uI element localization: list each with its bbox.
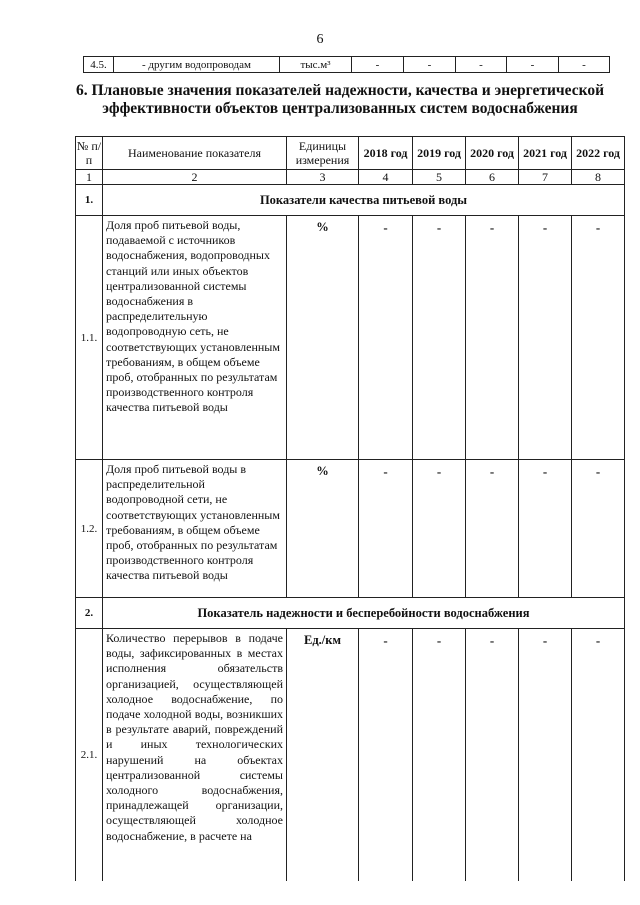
value-cell: -	[413, 460, 466, 598]
table-row	[76, 460, 625, 598]
header-year: 2022 год	[572, 137, 625, 170]
column-number: 7	[519, 170, 572, 185]
value-cell: -	[413, 216, 466, 460]
indicator-name: Доля проб питьевой воды в распределительной водопроводной сети, не соответствующих установленным требованиям, в общем объеме проб, отобранных по результатам производственного контроля качества питьевой воды	[103, 460, 287, 598]
header-row	[76, 137, 625, 170]
indicator-name: Количество перерывов в подаче воды, зафиксированных в местах исполнения обязательств организацией, осуществляющей холодное водоснабжение, по подаче холодной воды, возникших в результате аварий, повреждений и иных технологических нарушений на объектах централизованной системы холодного водоснабжения, принадлежащей организации, осуществляющей холодное водоснабжение, в расчете на	[103, 629, 287, 881]
value-cell: -	[519, 460, 572, 598]
table-row	[76, 629, 625, 881]
value-cell: -	[572, 629, 625, 881]
column-number: 4	[359, 170, 413, 185]
table-row	[76, 216, 625, 460]
column-number: 6	[466, 170, 519, 185]
unit-cell: %	[287, 460, 359, 598]
row-number: 4.5.	[84, 57, 114, 73]
header-year: 2018 год	[359, 137, 413, 170]
section-title: 6. Плановые значения показателей надежности, качества и энергетической эффективности объектов централизованных систем водоснабжения	[75, 82, 605, 117]
indicator-name: Доля проб питьевой воды, подаваемой с источников водоснабжения, водопроводных станций или иных объектов централизованной системы водоснабжения в распределительную водопроводную сеть, не соответствующих установленным требованиям, в общем объеме проб, отобранных по результатам производственного контроля качества питьевой воды	[103, 216, 287, 460]
indicator-name: - другим водопроводам	[114, 57, 280, 73]
table-row	[84, 57, 610, 73]
row-number: 1.2.	[76, 460, 103, 598]
value-cell: -	[519, 629, 572, 881]
indicators-table	[75, 136, 625, 881]
section-number: 1.	[76, 185, 103, 216]
value-cell: -	[466, 629, 519, 881]
column-number: 8	[572, 170, 625, 185]
value-cell: -	[572, 216, 625, 460]
header-year: 2021 год	[519, 137, 572, 170]
section-heading: Показатели качества питьевой воды	[103, 185, 625, 216]
value-cell: -	[352, 57, 404, 73]
previous-table-tail	[83, 56, 610, 73]
header-number: № п/п	[76, 137, 103, 170]
header-year: 2019 год	[413, 137, 466, 170]
section-row	[76, 598, 625, 629]
row-number: 1.1.	[76, 216, 103, 460]
column-numbers-row	[76, 170, 625, 185]
header-year: 2020 год	[466, 137, 519, 170]
header-name: Наименование показателя	[103, 137, 287, 170]
unit-cell: Ед./км	[287, 629, 359, 881]
value-cell: -	[466, 460, 519, 598]
column-number: 5	[413, 170, 466, 185]
value-cell: -	[456, 57, 507, 73]
section-heading: Показатель надежности и бесперебойности водоснабжения	[103, 598, 625, 629]
column-number: 2	[103, 170, 287, 185]
header-unit: Единицы измерения	[287, 137, 359, 170]
value-cell: -	[359, 460, 413, 598]
page-number: 6	[316, 32, 324, 47]
value-cell: -	[507, 57, 559, 73]
value-cell: -	[404, 57, 456, 73]
column-number: 3	[287, 170, 359, 185]
section-row	[76, 185, 625, 216]
value-cell: -	[359, 629, 413, 881]
value-cell: -	[572, 460, 625, 598]
value-cell: -	[359, 216, 413, 460]
row-number: 2.1.	[76, 629, 103, 881]
value-cell: -	[413, 629, 466, 881]
value-cell: -	[559, 57, 610, 73]
value-cell: -	[519, 216, 572, 460]
column-number: 1	[76, 170, 103, 185]
unit-cell: тыс.м³	[280, 57, 352, 73]
unit-cell: %	[287, 216, 359, 460]
value-cell: -	[466, 216, 519, 460]
section-number: 2.	[76, 598, 103, 629]
